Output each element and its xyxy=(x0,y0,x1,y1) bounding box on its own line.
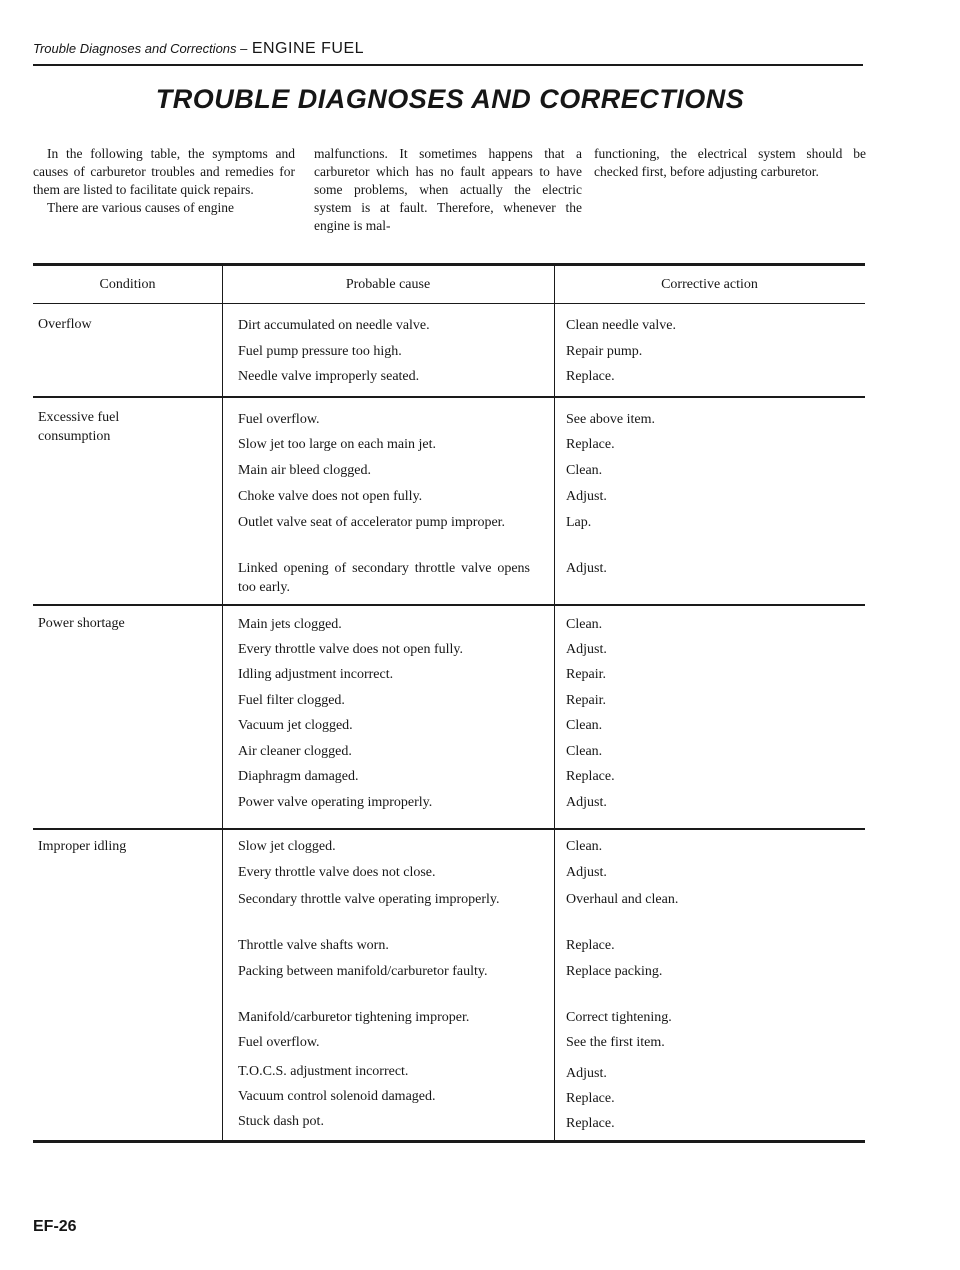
cause-cell: Slow jet too large on each main jet. xyxy=(238,437,437,452)
action-cell: See the first item. xyxy=(566,1035,665,1050)
header-rule xyxy=(33,64,863,66)
action-cell: Clean. xyxy=(566,718,603,733)
intro-paragraph-1: In the following table, the symptoms and causes of carburetor troubles and remedies for them are listed to facilitate quick repairs. xyxy=(33,146,295,197)
action-cell: Adjust. xyxy=(566,561,607,576)
cause-cell: Stuck dash pot. xyxy=(238,1114,324,1129)
intro-column-1 xyxy=(33,145,295,217)
intro-column-3 xyxy=(594,145,866,181)
cause-cell: Linked opening of secondary throttle valve opens too early. xyxy=(238,561,530,595)
cause-cell: Fuel filter clogged. xyxy=(238,693,345,708)
cause-cell: Dirt accumulated on needle valve. xyxy=(238,318,430,333)
cause-cell: Needle valve improperly seated. xyxy=(238,369,420,384)
cause-cell: T.O.C.S. adjustment incorrect. xyxy=(238,1064,409,1079)
table-group-rule xyxy=(33,828,865,830)
action-cell: Repair pump. xyxy=(566,344,643,359)
cause-cell: Fuel overflow. xyxy=(238,1035,320,1050)
cause-cell: Every throttle valve does not close. xyxy=(238,865,436,880)
cause-cell: Main jets clogged. xyxy=(238,617,342,632)
action-cell: Replace. xyxy=(566,437,615,452)
cause-cell: Throttle valve shafts worn. xyxy=(238,938,389,953)
action-cell: Correct tightening. xyxy=(566,1010,672,1025)
action-cell: Replace. xyxy=(566,1091,615,1106)
cause-cell: Diaphragm damaged. xyxy=(238,769,359,784)
action-cell: Adjust. xyxy=(566,642,607,657)
cause-cell: Slow jet clogged. xyxy=(238,839,336,854)
action-cell: Clean. xyxy=(566,744,603,759)
action-cell: Adjust. xyxy=(566,1066,607,1081)
column-header-action: Corrective action xyxy=(661,277,758,292)
header-chapter-title: ENGINE FUEL xyxy=(251,40,365,57)
cause-cell: Manifold/carburetor tightening improper. xyxy=(238,1010,470,1025)
action-cell: Replace. xyxy=(566,938,615,953)
intro-paragraph-2: There are various causes of engine xyxy=(47,200,235,215)
action-cell: Clean needle valve. xyxy=(566,318,677,333)
intro-paragraph-3: malfunctions. It sometimes happens that a carburetor which has no fault appears to have some problems, when actually the electric system is at fault. Therefore, whenever the engine is mal- xyxy=(314,146,582,233)
page-title: TROUBLE DIAGNOSES AND CORRECTIONS xyxy=(155,84,745,114)
condition-cell: Improper idling xyxy=(38,839,127,854)
table-column-divider xyxy=(222,263,223,1142)
cause-cell: Fuel overflow. xyxy=(238,412,320,427)
action-cell: Adjust. xyxy=(566,489,607,504)
action-cell: Replace. xyxy=(566,769,615,784)
table-header-rule xyxy=(33,303,865,304)
action-cell: Replace. xyxy=(566,1116,615,1131)
table-group-rule xyxy=(33,396,865,398)
running-header xyxy=(33,40,863,66)
intro-column-2 xyxy=(314,145,582,235)
cause-cell: Secondary throttle valve operating improperly. xyxy=(238,892,500,907)
action-cell: Replace packing. xyxy=(566,964,663,979)
action-cell: Clean. xyxy=(566,617,603,632)
cause-cell: Choke valve does not open fully. xyxy=(238,489,423,504)
cause-cell: Every throttle valve does not open fully. xyxy=(238,642,463,657)
table-bottom-rule xyxy=(33,1140,865,1143)
action-cell: See above item. xyxy=(566,412,656,427)
column-header-condition: Condition xyxy=(99,277,156,292)
intro-paragraph-4: functioning, the electrical system should be checked first, before adjusting carburetor. xyxy=(594,146,866,179)
page-number: EF-26 xyxy=(33,1218,77,1235)
table-top-rule xyxy=(33,263,865,266)
cause-cell: Packing between manifold/carburetor faulty. xyxy=(238,964,488,979)
action-cell: Clean. xyxy=(566,463,603,478)
cause-cell: Outlet valve seat of accelerator pump improper. xyxy=(238,515,506,530)
cause-cell: Air cleaner clogged. xyxy=(238,744,352,759)
cause-cell: Fuel pump pressure too high. xyxy=(238,344,402,359)
action-cell: Replace. xyxy=(566,369,615,384)
column-header-cause: Probable cause xyxy=(345,277,431,292)
cause-cell: Vacuum jet clogged. xyxy=(238,718,353,733)
table-group-rule xyxy=(33,604,865,606)
action-cell: Clean. xyxy=(566,839,603,854)
cause-cell: Vacuum control solenoid damaged. xyxy=(238,1089,436,1104)
action-cell: Lap. xyxy=(566,515,592,530)
action-cell: Repair. xyxy=(566,667,607,682)
action-cell: Adjust. xyxy=(566,795,607,810)
cause-cell: Power valve operating improperly. xyxy=(238,795,433,810)
table-column-divider xyxy=(554,263,555,1142)
action-cell: Repair. xyxy=(566,693,607,708)
header-section-title: Trouble Diagnoses and Corrections – xyxy=(33,41,248,56)
cause-cell: Main air bleed clogged. xyxy=(238,463,371,478)
action-cell: Overhaul and clean. xyxy=(566,892,679,907)
cause-cell: Idling adjustment incorrect. xyxy=(238,667,394,682)
action-cell: Adjust. xyxy=(566,865,607,880)
condition-cell: Overflow xyxy=(38,317,92,332)
condition-cell: Excessive fuel consumption xyxy=(38,410,120,444)
condition-cell: Power shortage xyxy=(38,616,125,631)
